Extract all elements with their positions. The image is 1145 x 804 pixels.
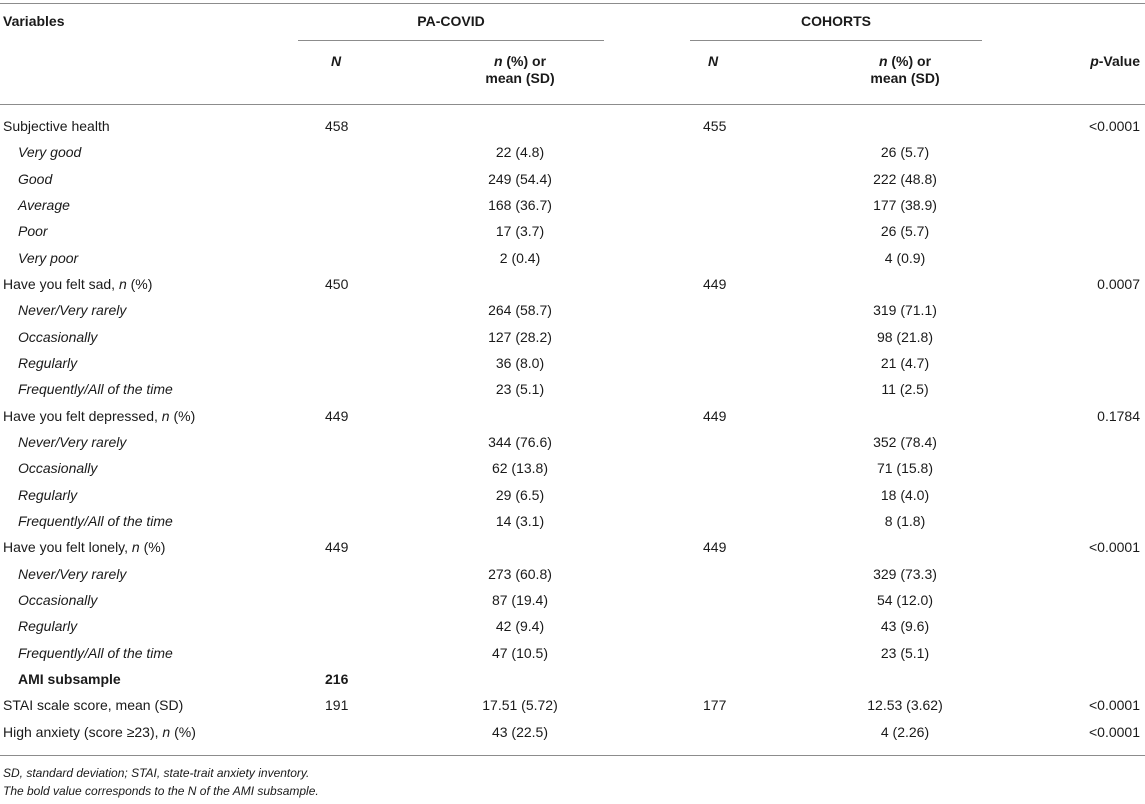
header-bottom-rule — [0, 104, 1145, 105]
row-label — [18, 566, 126, 583]
header-variables: Variables — [3, 13, 65, 29]
row-n-cohorts: 449 — [703, 408, 727, 424]
row-label — [3, 118, 110, 135]
row-label-text: Frequently/All of the time — [18, 381, 173, 397]
row-label-text: Frequently/All of the time — [18, 513, 173, 529]
row-label-text: AMI subsample — [18, 671, 121, 687]
bottom-rule — [0, 755, 1145, 756]
row-value-pa-covid: 273 (60.8) — [488, 566, 552, 582]
row-label-text: Have you felt depressed, — [3, 408, 162, 424]
row-value-pa-covid: 42 (9.4) — [495, 618, 545, 634]
row-label — [18, 197, 70, 214]
row-n-pa-covid: 458 — [325, 118, 349, 134]
row-value-cohorts: 26 (5.7) — [880, 144, 930, 160]
footnote-abbreviations: SD, standard deviation; STAI, state-trait anxiety inventory. — [3, 766, 310, 780]
top-rule — [0, 3, 1145, 4]
row-label-text: Have you felt sad, — [3, 276, 119, 292]
row-label-tail: (%) — [170, 724, 196, 740]
row-label-em: n — [131, 539, 140, 555]
header-stat-pa-covid — [460, 53, 580, 87]
row-label — [18, 645, 173, 662]
row-label — [3, 539, 165, 556]
row-label-text: Regularly — [18, 618, 78, 634]
row-value-cohorts: 98 (21.8) — [876, 329, 934, 345]
stat-line1-rest: (%) or — [887, 53, 932, 69]
row-label — [3, 408, 195, 425]
row-label-text: Average — [18, 197, 70, 213]
row-label-text: High anxiety (score ≥23), — [3, 724, 163, 740]
row-value-pa-covid: 249 (54.4) — [488, 171, 552, 187]
row-value-pa-covid: 17.51 (5.72) — [482, 697, 558, 713]
row-value-pa-covid: 127 (28.2) — [488, 329, 552, 345]
row-n-cohorts: 455 — [703, 118, 727, 134]
row-n-cohorts: 449 — [703, 539, 727, 555]
row-p-value: 0.0007 — [1097, 276, 1140, 292]
row-label — [18, 171, 52, 188]
row-label-tail: (%) — [169, 408, 196, 424]
row-label-tail: (%) — [126, 276, 153, 292]
header-stat-cohorts — [845, 53, 965, 87]
row-label-text: Never/Very rarely — [18, 302, 127, 318]
row-label-text: Never/Very rarely — [18, 566, 127, 582]
row-n-pa-covid: 449 — [325, 408, 349, 424]
row-label-em: n — [162, 724, 171, 740]
row-label-em: n — [118, 276, 127, 292]
footnote-bold: The bold value corresponds to the N of the AMI subsample. — [3, 784, 319, 798]
row-label — [3, 724, 196, 741]
row-label — [18, 355, 77, 372]
row-label — [18, 302, 126, 319]
row-value-cohorts: 18 (4.0) — [880, 487, 930, 503]
row-label-text: Subjective health — [3, 118, 110, 134]
row-label — [18, 487, 77, 504]
row-value-pa-covid: 2 (0.4) — [499, 250, 541, 266]
pa-covid-underline — [298, 40, 604, 41]
row-value-pa-covid: 264 (58.7) — [488, 302, 552, 318]
stat-line2: mean (SD) — [870, 70, 940, 86]
row-value-cohorts: 11 (2.5) — [881, 381, 929, 397]
row-label-em: n — [161, 408, 170, 424]
header-p-value — [1040, 53, 1140, 70]
p-rest: -Value — [1098, 53, 1140, 69]
row-label — [18, 513, 173, 530]
stat-line2: mean (SD) — [485, 70, 555, 86]
row-value-cohorts: 319 (71.1) — [873, 302, 937, 318]
row-value-cohorts: 54 (12.0) — [876, 592, 934, 608]
header-cohorts: COHORTS — [801, 13, 871, 29]
row-value-cohorts: 23 (5.1) — [880, 645, 930, 661]
row-value-pa-covid: 47 (10.5) — [491, 645, 549, 661]
cohorts-underline — [690, 40, 982, 41]
row-label — [18, 329, 97, 346]
row-n-pa-covid: 191 — [325, 697, 349, 713]
row-p-value: <0.0001 — [1089, 697, 1140, 713]
row-label — [18, 250, 78, 267]
row-label-text: Occasionally — [18, 592, 98, 608]
row-value-pa-covid: 14 (3.1) — [495, 513, 545, 529]
row-p-value: <0.0001 — [1089, 118, 1140, 134]
row-n-cohorts: 177 — [703, 697, 727, 713]
row-value-pa-covid: 22 (4.8) — [495, 144, 545, 160]
row-value-cohorts: 8 (1.8) — [884, 513, 926, 529]
row-value-cohorts: 352 (78.4) — [873, 434, 937, 450]
row-n-pa-covid: 450 — [325, 276, 349, 292]
row-value-cohorts: 329 (73.3) — [873, 566, 937, 582]
row-label — [18, 144, 81, 161]
stat-n-em: n — [878, 53, 888, 69]
row-value-cohorts: 222 (48.8) — [873, 171, 937, 187]
row-n-cohorts: 449 — [703, 276, 727, 292]
stat-line1-rest: (%) or — [502, 53, 547, 69]
row-value-pa-covid: 62 (13.8) — [491, 460, 549, 476]
row-value-cohorts: 43 (9.6) — [880, 618, 930, 634]
header-pa-covid: PA-COVID — [417, 13, 485, 29]
row-value-cohorts: 12.53 (3.62) — [867, 697, 943, 713]
row-p-value: <0.0001 — [1089, 724, 1140, 740]
row-label-text: Regularly — [18, 355, 78, 371]
header-n-cohorts: N — [708, 53, 719, 69]
row-label-text: STAI scale score, mean (SD) — [3, 697, 184, 713]
row-label — [3, 276, 152, 293]
row-value-cohorts: 4 (2.26) — [880, 724, 930, 740]
row-value-cohorts: 4 (0.9) — [884, 250, 926, 266]
row-label-text: Very poor — [18, 250, 79, 266]
row-label-text: Good — [18, 171, 53, 187]
row-value-pa-covid: 23 (5.1) — [495, 381, 545, 397]
row-label — [18, 671, 121, 688]
row-n-pa-covid: 216 — [325, 671, 349, 687]
row-value-pa-covid: 29 (6.5) — [495, 487, 545, 503]
header-n-pa-covid: N — [331, 53, 342, 69]
row-value-pa-covid: 43 (22.5) — [491, 724, 549, 740]
row-label — [18, 223, 48, 240]
row-label-text: Never/Very rarely — [18, 434, 127, 450]
row-p-value: <0.0001 — [1089, 539, 1140, 555]
row-value-cohorts: 26 (5.7) — [880, 223, 930, 239]
row-label — [18, 618, 77, 635]
row-value-pa-covid: 344 (76.6) — [488, 434, 552, 450]
row-value-pa-covid: 36 (8.0) — [495, 355, 545, 371]
row-label-text: Occasionally — [18, 329, 98, 345]
row-label-text: Frequently/All of the time — [18, 645, 173, 661]
row-p-value: 0.1784 — [1097, 408, 1140, 424]
row-label — [3, 697, 183, 714]
row-value-cohorts: 177 (38.9) — [873, 197, 937, 213]
row-value-pa-covid: 168 (36.7) — [488, 197, 552, 213]
row-label-text: Occasionally — [18, 460, 98, 476]
row-value-cohorts: 71 (15.8) — [876, 460, 934, 476]
stat-n-em: n — [493, 53, 503, 69]
row-label — [18, 460, 97, 477]
row-label-text: Have you felt lonely, — [3, 539, 132, 555]
row-label — [18, 592, 97, 609]
row-label-text: Very good — [18, 144, 82, 160]
row-n-pa-covid: 449 — [325, 539, 349, 555]
row-label — [18, 381, 173, 398]
p-em: p — [1090, 53, 1099, 69]
row-label-text: Regularly — [18, 487, 78, 503]
row-label — [18, 434, 126, 451]
row-value-pa-covid: 17 (3.7) — [495, 223, 545, 239]
row-label-tail: (%) — [139, 539, 166, 555]
row-value-cohorts: 21 (4.7) — [880, 355, 930, 371]
row-value-pa-covid: 87 (19.4) — [491, 592, 549, 608]
row-label-text: Poor — [18, 223, 48, 239]
